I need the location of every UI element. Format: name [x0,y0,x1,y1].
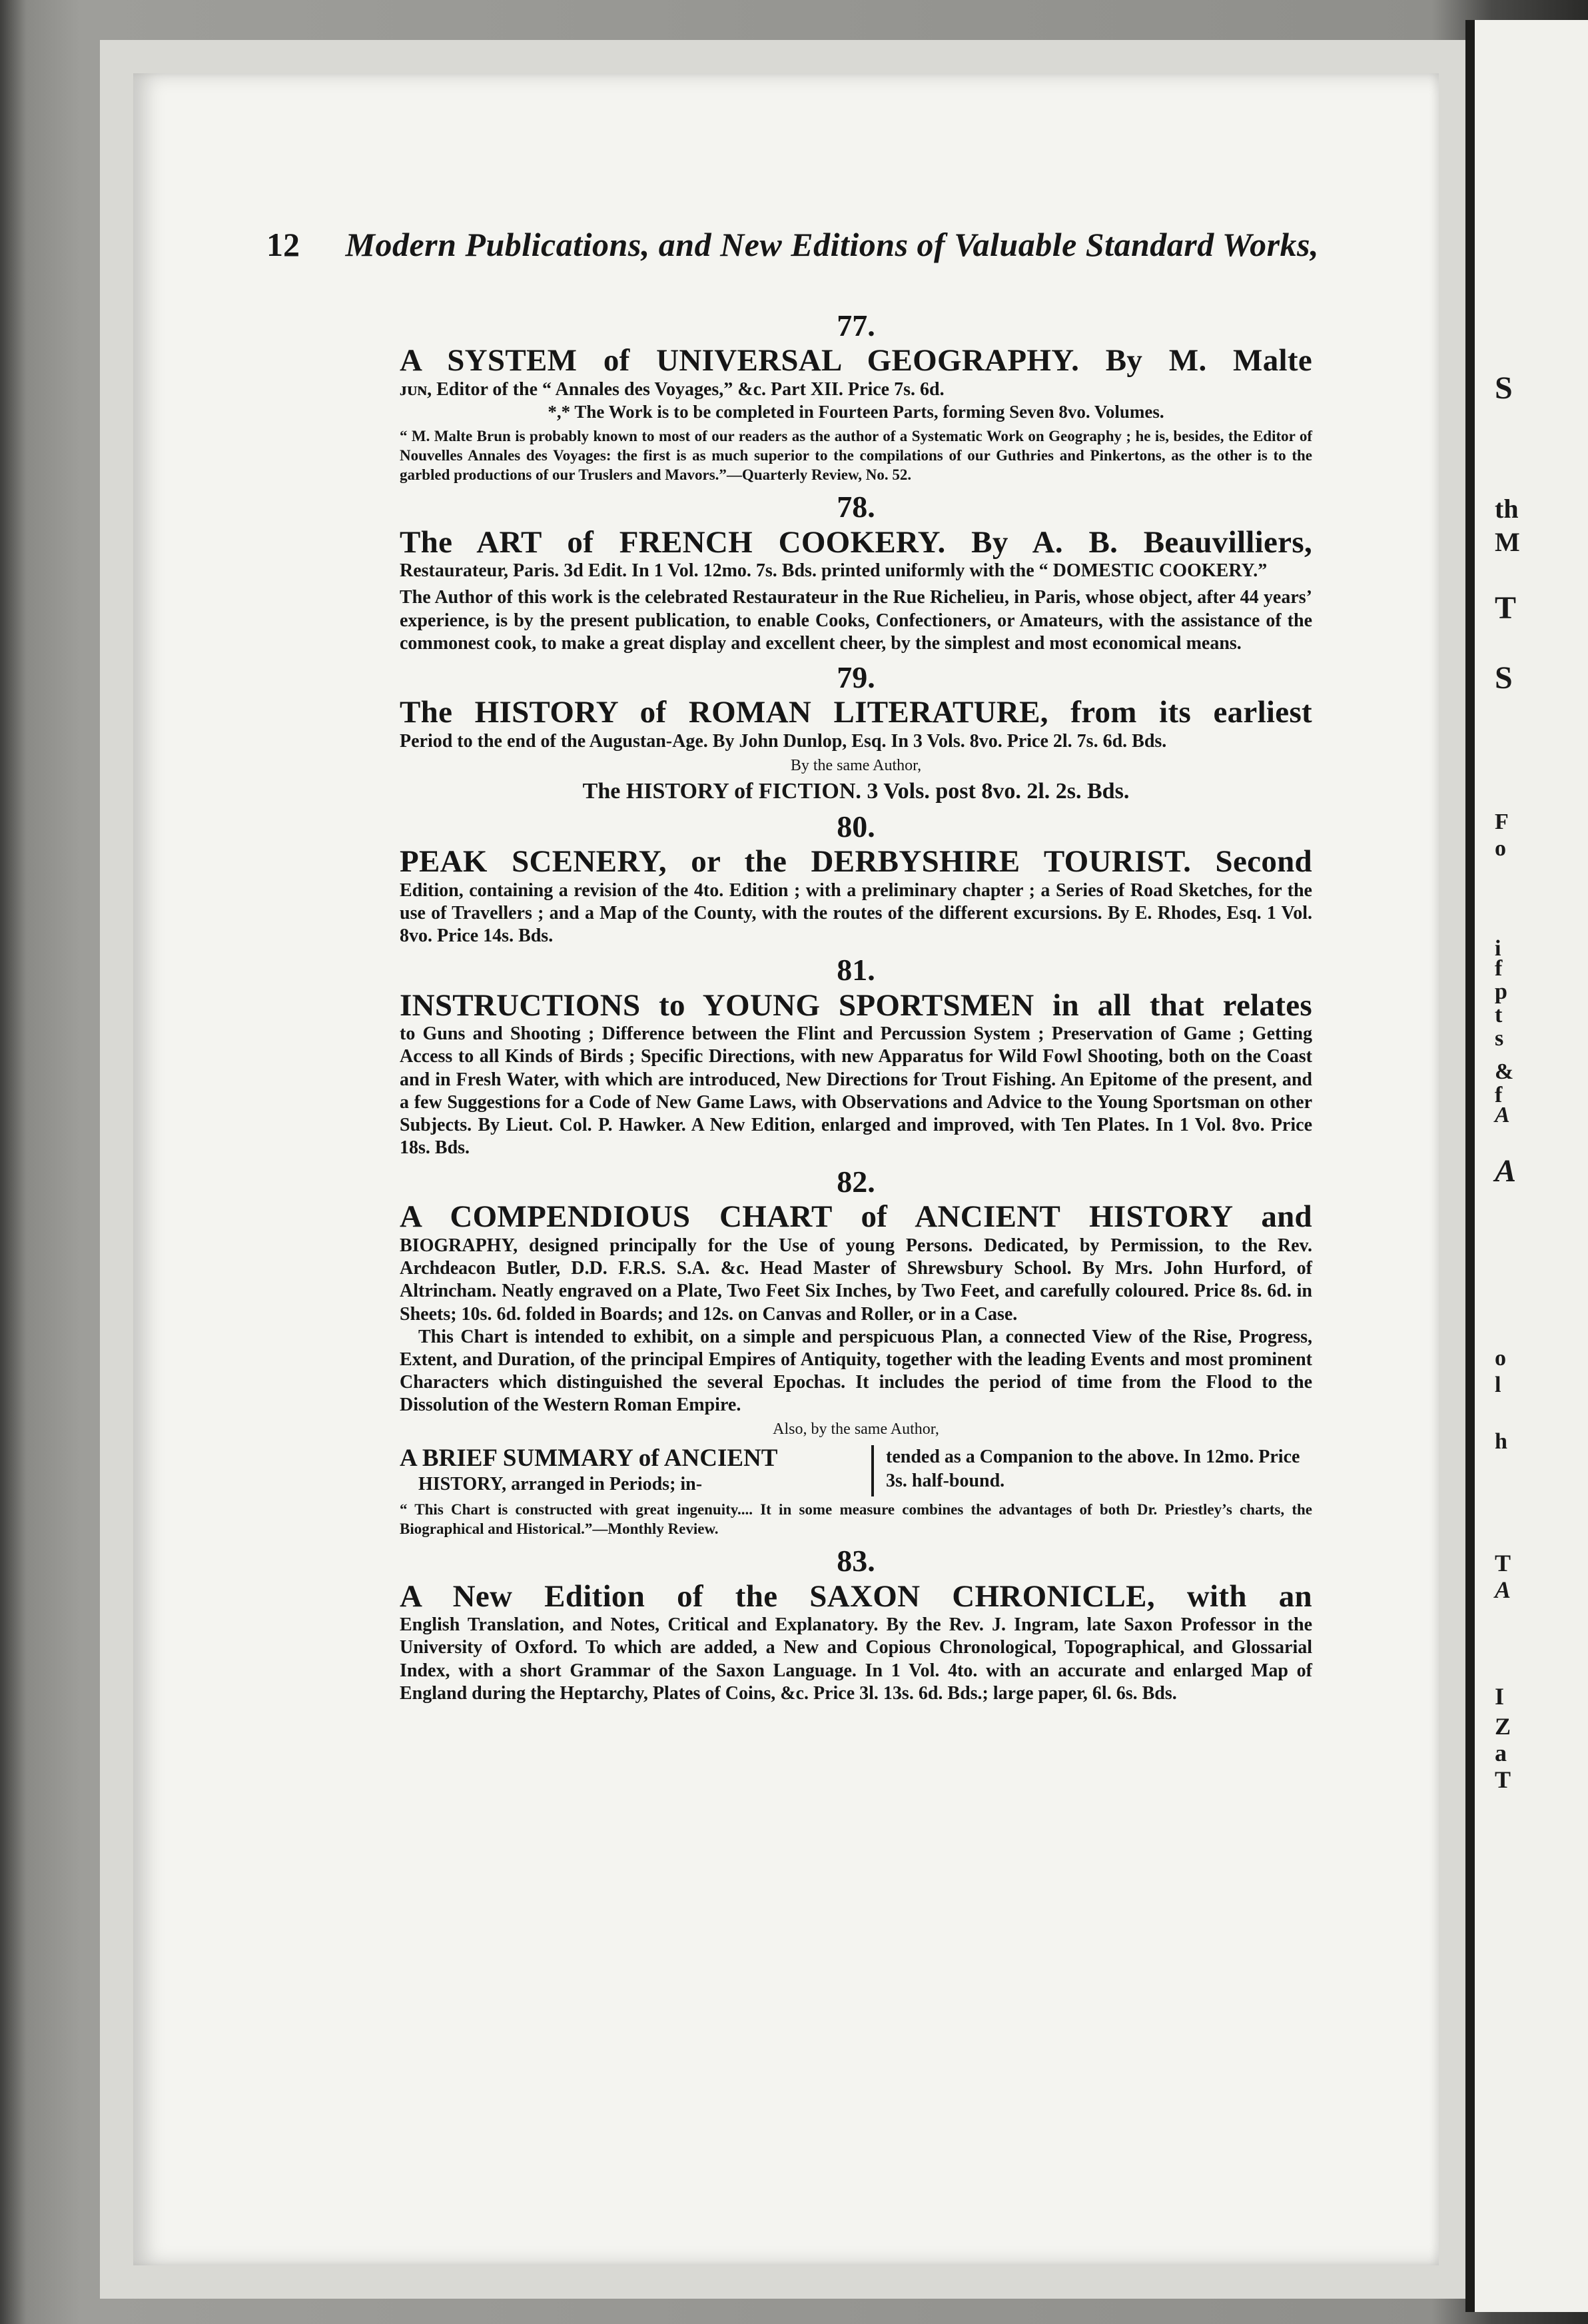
entry-80 [400,811,1312,947]
facing-page-fragment [1465,20,1588,2312]
facing-letter: T [1495,590,1517,626]
entry-heading: The ART of FRENCH COOKERY. By A. B. Beauvilliers, [400,524,1312,560]
facing-letter: S [1495,370,1513,406]
facing-letter: th [1495,494,1519,524]
page-number: 12 [266,226,300,263]
entry-details: Period to the end of the Augustan-Age. By John Dunlop, Esq. In 3 Vols. 8vo. Price 2l. 7s. 6d. Bds. [400,730,1167,752]
facing-letter: f [1495,1083,1503,1107]
entry-number: 81. [837,953,875,987]
facing-letter: p [1495,979,1507,1004]
facing-letter: T [1495,1550,1511,1576]
facing-letter: s [1495,1026,1504,1051]
facing-letter: l [1495,1373,1501,1397]
entry-details: English Translation, and Notes, Critical and Explanatory. By the Rev. J. Ingram, late Saxon Professor in the University of Oxford. To which are added, a New and Copious Chronological, Topographical, and Glossarial Index, with a short Grammar of the Saxon Language. In 1 Vol. 4to. with an accurate and enlarged Map of England during the Heptarchy, Plates of Coins, &c. Price 3l. 13s. 6d. Bds.; large paper, 6l. 6s. Bds. [400,1614,1312,1704]
facing-letter: I [1495,1683,1505,1710]
entry-78 [400,491,1312,655]
catalogue-entries [400,303,1312,1705]
entry-details: ᴊᴜɴ, Editor of the “ Annales des Voyages,” &c. Part XII. Price 7s. 6d. [400,378,945,400]
running-head [266,225,1320,264]
facing-letter: A [1495,1576,1511,1603]
facing-letter: o [1495,1346,1506,1371]
entry-79 [400,662,1312,804]
facing-letter: f [1495,956,1503,981]
entry-note: *,* The Work is to be completed in Fourteen Parts, forming Seven 8vo. Volumes. [548,402,1164,422]
entry-details: Edition, containing a revision of the 4to. Edition ; with a preliminary chapter ; a Series of Road Sketches, for the use of Travellers ; and a Map of the County, with the routes of the different excursions. By E. Rhodes, Esq. 1 Vol. 8vo. Price 14s. Bds. [400,879,1312,947]
entry-77 [400,310,1312,484]
entry-details: Restaurateur, Paris. 3d Edit. In 1 Vol. 12mo. 7s. Bds. printed uniformly with the “ DOMESTIC COOKERY.” [400,560,1268,582]
related-title: The HISTORY of FICTION. 3 Vols. post 8vo. 2l. 2s. Bds. [582,778,1130,804]
related-left-text: HISTORY, arranged in Periods; in- [418,1474,703,1494]
running-title: Modern Publications, and New Editions of Valuable Standard Works, [345,226,1320,263]
entry-details: to Guns and Shooting ; Difference between the Flint and Percussion System ; Preservation of Game ; Getting Access to all Kinds of Birds ; Specific Directions, with new Apparatus for Wild Fowl Shooting, both on the Coast and in Fresh Water, with which are introduced, New Directions for Trout Fishing. An Epitome of the present, and a few Suggestions for a Code of New Game Laws, with Observations and Advice to the Young Sportsman on other Subjects. By Lieut. Col. P. Hawker. A New Edition, enlarged and improved, with Ten Plates. In 1 Vol. 8vo. Price 18s. Bds. [400,1023,1312,1158]
byline: Also, by the same Author, [773,1421,939,1439]
entry-heading: The HISTORY of ROMAN LITERATURE, from its earliest [400,695,1312,730]
review-quote: “ M. Malte Brun is probably known to most of our readers as the author of a Systematic Work on Geography ; he is, besides, the Editor of Nouvelles Annales des Voyages: the first is as much superior to the compilations of our Guthries and Pinkertons, as the other is to the garbled productions of our Truslers and Mavors.”—Quarterly Review, No. 52. [400,428,1312,483]
entry-heading: A SYSTEM of UNIVERSAL GEOGRAPHY. By M. Malte [400,343,1312,378]
entry-83 [400,1545,1312,1705]
facing-letter: t [1495,1003,1503,1027]
entry-heading: INSTRUCTIONS to YOUNG SPORTSMEN in all that relates [400,987,1312,1023]
facing-letter: T [1495,1766,1511,1793]
related-work [400,1445,1312,1496]
facing-letter: A [1495,1153,1517,1189]
facing-letter: & [1495,1059,1514,1084]
entry-heading: A New Edition of the SAXON CHRONICLE, with an [400,1578,1312,1614]
facing-letter: o [1495,836,1506,861]
entry-number: 80. [837,809,875,844]
facing-letter: Z [1495,1713,1511,1740]
facing-letter: S [1495,660,1513,696]
facing-letter: F [1495,810,1509,834]
entry-description: This Chart is intended to exhibit, on a simple and perspicuous Plan, a connected View of the Rise, Progress, Extent, and Duration, of the principal Empires of Antiquity, together with the leading Events and most prominent Characters which distinguished the several Epochas. It includes the period of time from the Flood to the Dissolution of the Western Roman Empire. [400,1326,1312,1416]
related-right-text: tended as a Companion to the above. In 12mo. Price 3s. half-bound. [871,1445,1312,1496]
related-left-column [400,1445,871,1496]
facing-letter: A [1495,1103,1510,1127]
entry-number: 82. [837,1165,875,1199]
review-quote: “ This Chart is constructed with great ingenuity.... It in some measure combines the advantages of both Dr. Priestley’s charts, the Biographical and Historical.”—Monthly Review. [400,1500,1312,1537]
related-heading: A BRIEF SUMMARY of ANCIENT [400,1445,778,1472]
facing-letter: i [1495,936,1501,961]
entry-number: 83. [837,1544,875,1578]
byline: By the same Author, [790,756,922,774]
entry-82 [400,1166,1312,1538]
facing-letter: M [1495,527,1520,557]
entry-number: 78. [837,490,875,524]
entry-description: The Author of this work is the celebrated Restaurateur in the Rue Richelieu, in Paris, whose object, after 44 years’ experience, is by the present publication, to enable Cooks, Confectioners, or Amateurs, with the assistance of the commonest cook, to make a great display and excellent cheer, by the simplest and most economical means. [400,587,1312,654]
entry-number: 77. [837,308,875,342]
entry-81 [400,954,1312,1159]
entry-number: 79. [837,660,875,694]
facing-letter: h [1495,1429,1507,1454]
entry-heading: A COMPENDIOUS CHART of ANCIENT HISTORY and [400,1199,1312,1235]
entry-heading: PEAK SCENERY, or the DERBYSHIRE TOURIST. Second [400,844,1312,879]
facing-letter: a [1495,1740,1507,1766]
entry-details: BIOGRAPHY, designed principally for the Use of young Persons. Dedicated, by Permission, to the Rev. Archdeacon Butler, D.D. F.R.S. S.A. &c. Head Master of Shrewsbury School. By Mrs. John Hurford, of Altrincham. Neatly engraved on a Plate, Two Feet Six Inches, by Two Feet, and carefully coloured. Price 8s. 6d. in Sheets; 10s. 6d. folded in Boards; and 12s. on Canvas and Roller, or in a Case. [400,1235,1312,1325]
